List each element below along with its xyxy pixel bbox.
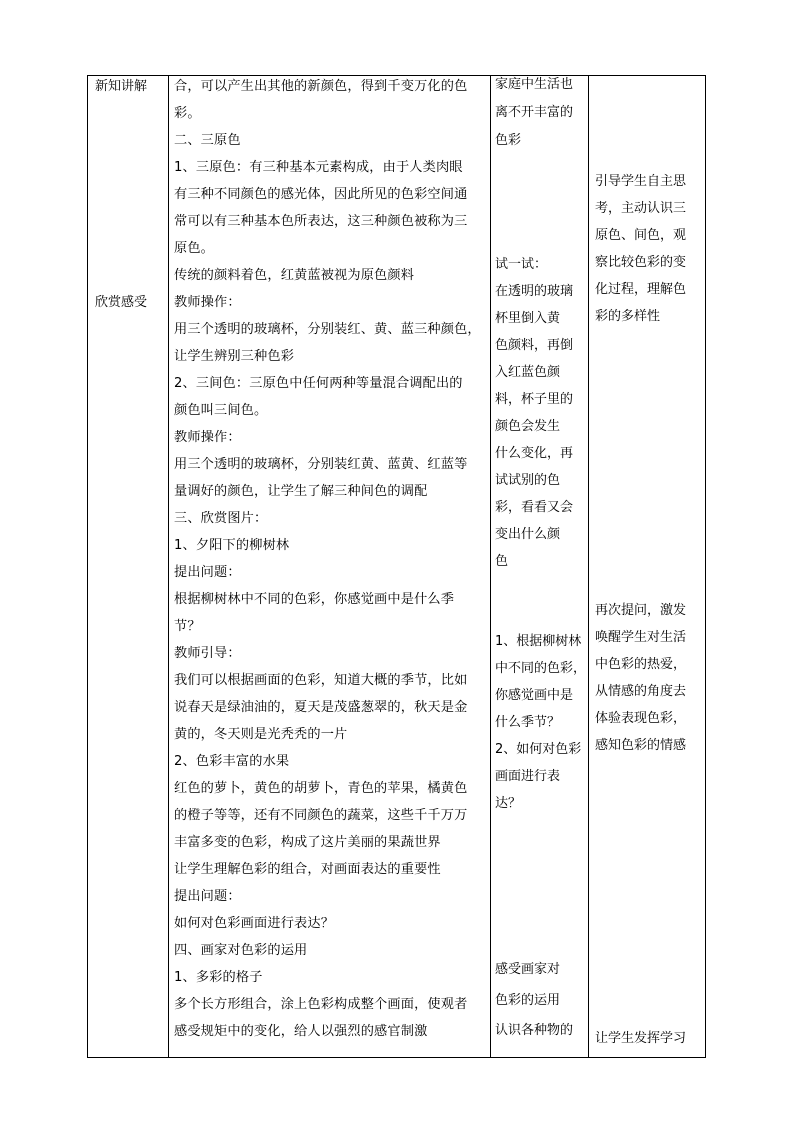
activity-line: 色颜料，再倒 [495,338,574,353]
content-line: 传统的颜料着色，红黄蓝被视为原色颜料 [174,268,415,283]
intent-line: 感知色彩的情感 [595,738,687,753]
content-line: 根据柳树林中不同的色彩，你感觉画中是什么季 [174,592,455,607]
content-line: 四、画家对色彩的运用 [174,943,308,958]
content-line: 让学生理解色彩的组合，对画面表达的重要性 [174,862,441,877]
content-line: 让学生辨别三种色彩 [174,349,295,364]
activity-line: 入红蓝色颜 [495,365,561,380]
content-line: 1、三原色：有三种基本元素构成，由于人类肉眼 [174,160,463,175]
content-column [169,76,490,1057]
activity-line: 2、如何对色彩 [495,742,582,757]
content-line: 教师操作： [174,295,241,310]
intent-line: 引导学生自主思 [595,174,687,189]
activity-line: 杯里倒入黄 [495,311,561,326]
activity-line: 料，杯子里的 [495,392,574,407]
activity-line: 彩，看看又会 [495,500,574,515]
content-line: 颜色叫三间色。 [174,403,268,418]
content-line: 2、三间色：三原色中任何两种等量混合调配出的 [174,376,463,391]
content-line: 多个长方形组合，涂上色彩构成整个画面，使观者 [174,997,468,1012]
intent-line: 体验表现色彩， [595,711,687,726]
content-line: 如何对色彩画面进行表达？ [174,916,335,931]
activity-line: 家庭中生活也 [495,77,574,92]
activity-line: 在透明的玻璃 [495,284,574,299]
intent-line: 原色、间色，观 [595,228,687,243]
intent-line: 彩的多样性 [595,309,661,324]
content-line: 感受规矩中的变化，给人以强烈的感官制激 [174,1024,428,1039]
stage-label: 欣赏感受 [95,295,148,310]
content-line: 用三个透明的玻璃杯，分别装红黄、蓝黄、红蓝等 [174,457,468,472]
content-line: 量调好的颜色，让学生了解三种间色的调配 [174,484,428,499]
content-line: 提出问题： [174,889,241,904]
activity-line: 离不开丰富的 [495,105,574,120]
activity-line: 达？ [495,796,522,811]
intent-line: 唤醒学生对生活 [595,630,687,645]
content-line: 合，可以产生出其他的新颜色，得到千变万化的色 [174,79,468,94]
content-line: 红色的萝卜，黄色的胡萝卜，青色的苹果，橘黄色 [174,781,468,796]
content-line: 2、色彩丰富的水果 [174,754,290,769]
content-line: 原色。 [174,241,215,256]
content-line: 1、夕阳下的柳树林 [174,538,290,553]
content-line: 用三个透明的玻璃杯，分别装红、黄、蓝三种颜色， [174,322,481,337]
content-line: 我们可以根据画面的色彩，知道大概的季节，比如 [174,673,468,688]
stage-label: 新知讲解 [95,79,148,94]
design-intent-column [589,76,705,1057]
content-line: 二、三原色 [174,133,241,148]
activity-line: 试试别的色 [495,473,561,488]
content-line: 黄的，冬天则是光秃秃的一片 [174,727,348,742]
activity-line: 什么季节？ [495,715,561,730]
intent-line: 再次提问，激发 [595,603,687,618]
intent-line: 察比较色彩的变 [595,255,687,270]
content-line: 提出问题： [174,565,241,580]
lesson-plan-table [87,75,706,1058]
stage-column [88,76,168,1057]
activity-line: 画面进行表 [495,769,561,784]
content-line: 教师操作： [174,430,241,445]
activity-line: 试一试： [495,257,548,272]
content-line: 常可以有三种基本色所表达，这三种颜色被称为三 [174,214,468,229]
content-line: 1、多彩的格子 [174,970,263,985]
content-line: 节？ [174,619,201,634]
activity-line: 色彩的运用 [495,993,561,1008]
activity-line: 1、根据柳树林 [495,634,582,649]
activity-line: 中不同的色彩， [495,661,587,676]
activity-line: 认识各种物的 [495,1023,574,1038]
activity-line: 变出什么颜 [495,527,561,542]
student-activity-column [491,76,588,1057]
intent-line: 考，主动认识三 [595,201,687,216]
content-line: 说春天是绿油油的，夏天是茂盛葱翠的，秋天是金 [174,700,468,715]
activity-line: 你感觉画中是 [495,688,574,703]
activity-line: 什么变化，再 [495,446,574,461]
intent-line: 化过程，理解色 [595,282,687,297]
content-line: 的橙子等等，还有不同颜色的蔬菜，这些千千万万 [174,808,468,823]
activity-line: 色彩 [495,133,522,148]
intent-line: 从情感的角度去 [595,684,687,699]
content-line: 教师引导： [174,646,241,661]
content-line: 三、欣赏图片： [174,511,268,526]
activity-line: 颜色会发生 [495,419,561,434]
content-line: 彩。 [174,106,201,121]
content-line: 有三种不同颜色的感光体，因此所见的色彩空间通 [174,187,468,202]
activity-line: 感受画家对 [495,962,561,977]
intent-line: 中色彩的热爱， [595,657,687,672]
content-line: 丰富多变的色彩，构成了这片美丽的果蔬世界 [174,835,441,850]
activity-line: 色 [495,554,509,569]
intent-line: 让学生发挥学习 [595,1031,687,1046]
